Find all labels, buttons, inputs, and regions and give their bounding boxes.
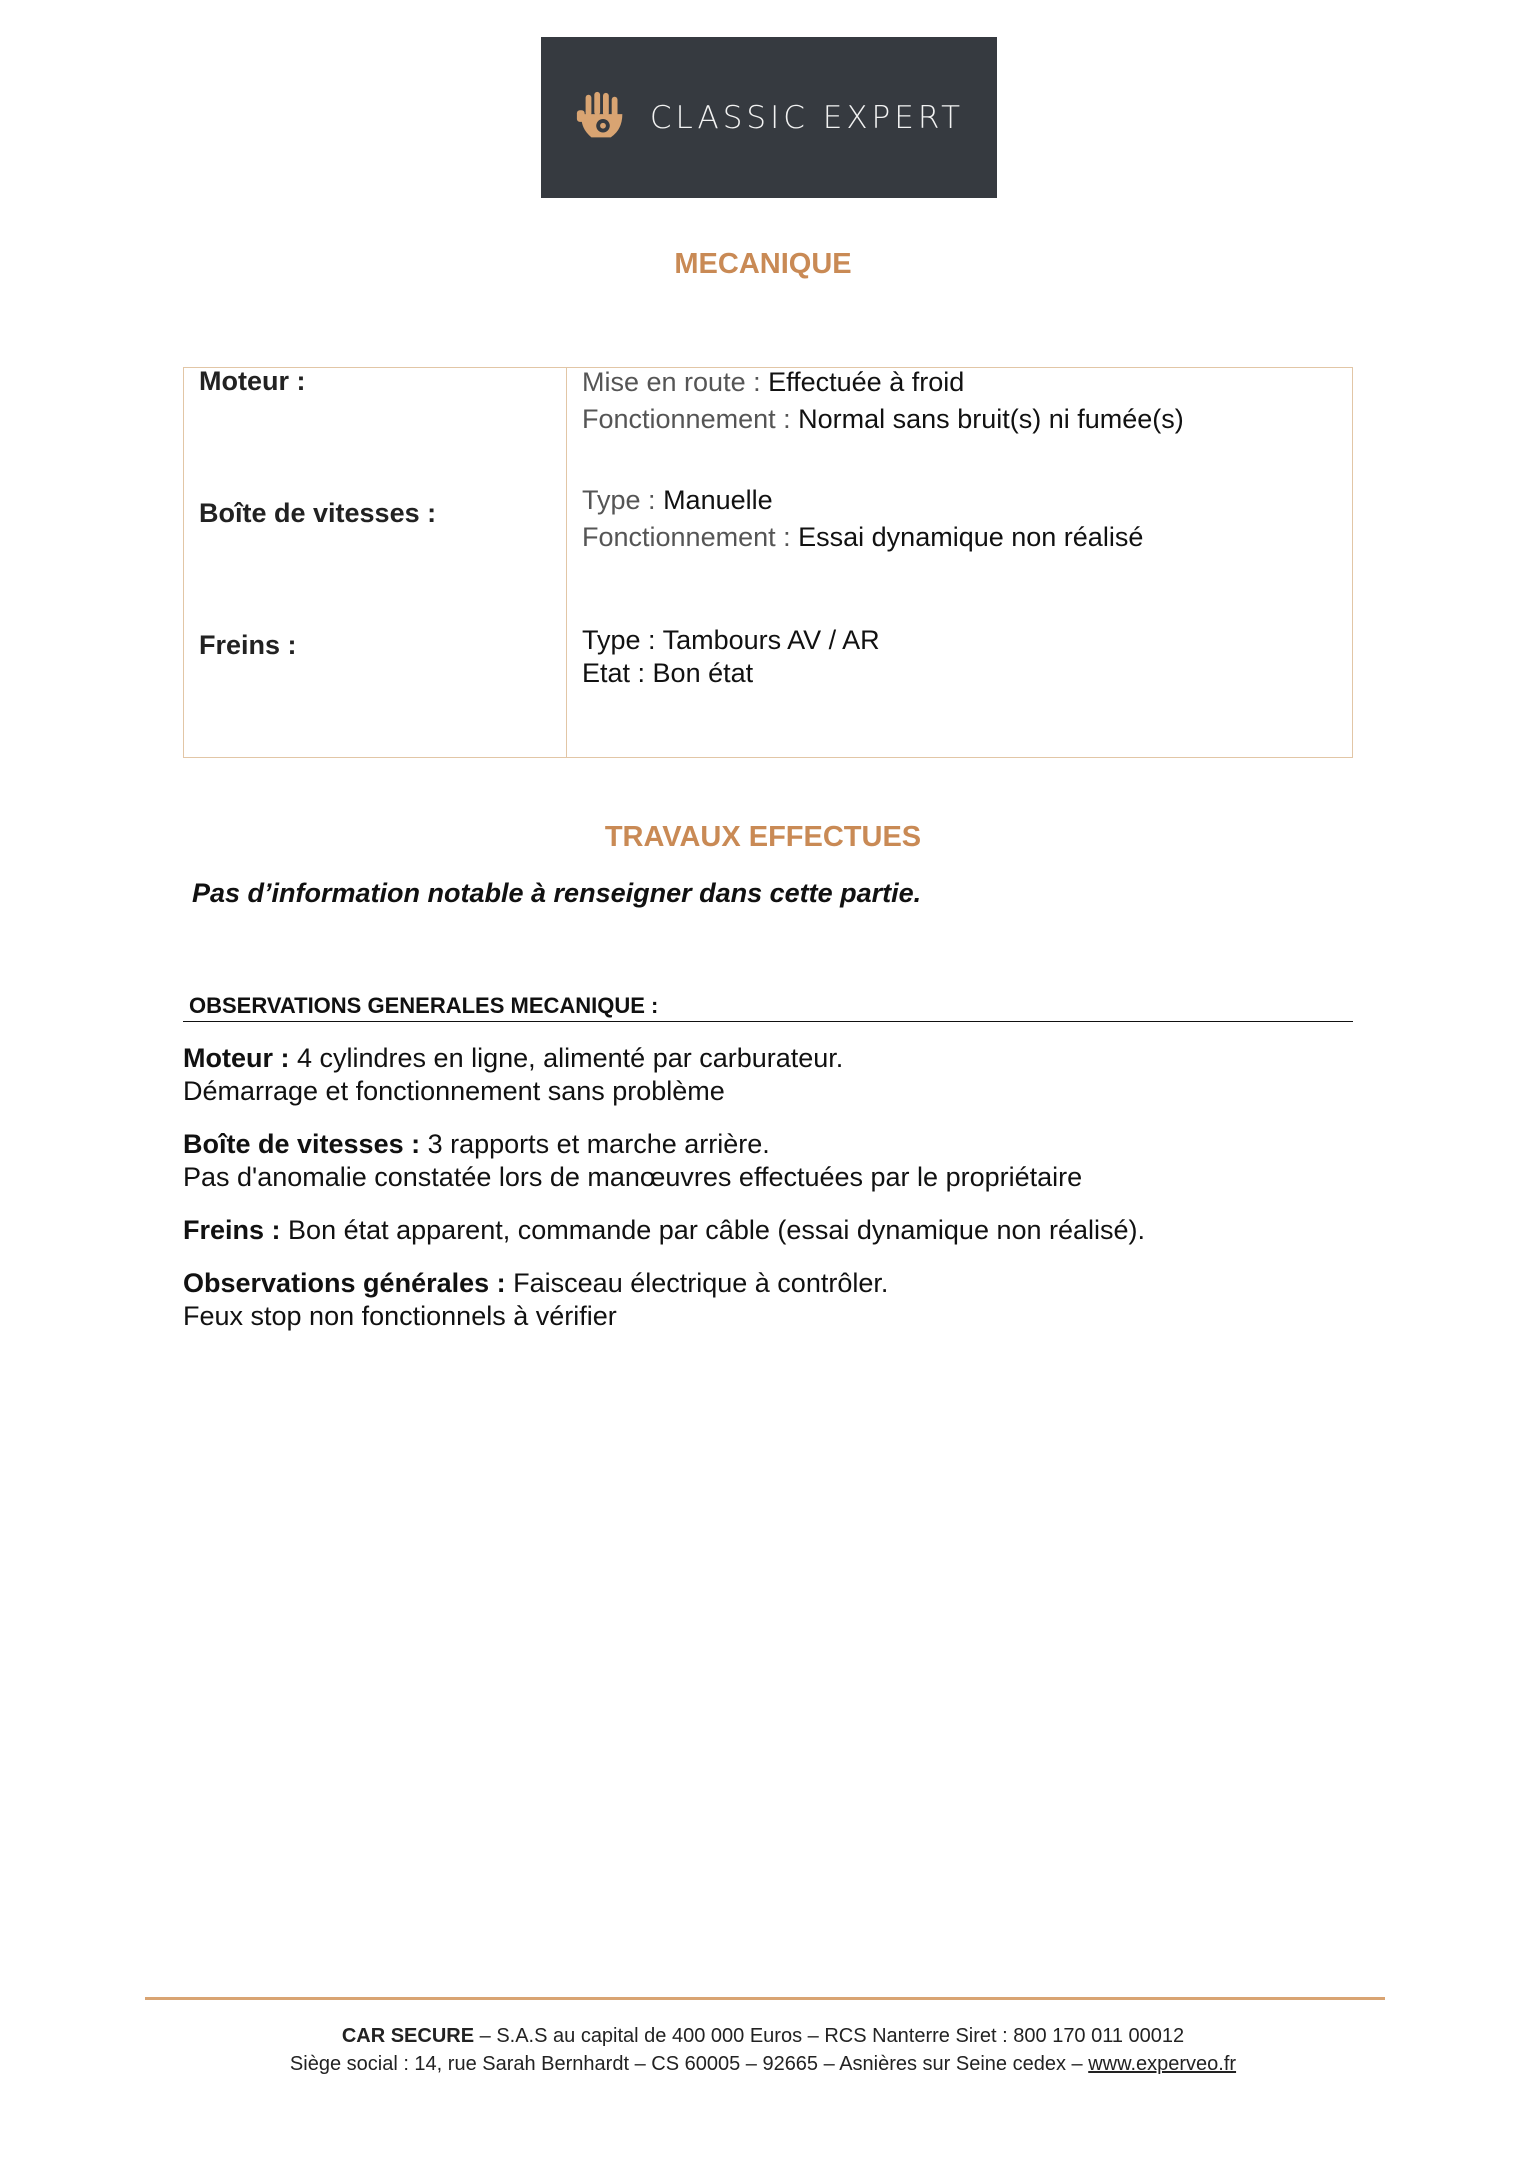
observations-rule — [183, 1021, 1353, 1022]
footer-address: Siège social : 14, rue Sarah Bernhardt – CS 60005 – 92665 – Asnières sur Seine cedex – — [289, 2053, 1083, 2075]
observation-text: 4 cylindres en ligne, alimenté par carburateur. — [297, 1043, 844, 1073]
observation-freins — [183, 1214, 1145, 1247]
value-text: Tambours AV / AR — [662, 625, 880, 655]
value-line — [582, 401, 1184, 438]
observation-text: 3 rapports et marche arrière. — [427, 1129, 770, 1159]
row-values-boite — [582, 482, 1143, 556]
observation-label: Boîte de vitesses : — [183, 1129, 421, 1159]
value-line — [582, 482, 1143, 519]
footer-company: CAR SECURE — [341, 2025, 475, 2047]
value-key: Fonctionnement : — [582, 404, 791, 434]
mecanique-title: MECANIQUE — [674, 248, 852, 280]
value-text: Essai dynamique non réalisé — [798, 522, 1144, 552]
footer-line-2 — [0, 2053, 1526, 2076]
observation-moteur — [183, 1042, 843, 1108]
row-values-moteur — [582, 364, 1184, 438]
observation-text: Démarrage et fonctionnement sans problème — [183, 1076, 725, 1106]
value-text: Bon état — [652, 658, 754, 688]
observation-text: Pas d'anomalie constatée lors de manœuvres effectuées par le propriétaire — [183, 1162, 1083, 1192]
footer-rule — [145, 1997, 1385, 2000]
value-line — [582, 624, 880, 657]
footer-legal: – S.A.S au capital de 400 000 Euros – RCS Nanterre Siret : 800 170 011 00012 — [479, 2025, 1185, 2047]
value-key: Mise en route : — [582, 367, 761, 397]
hand-gear-icon — [574, 89, 632, 147]
mecanique-table — [183, 367, 1353, 758]
value-text: Normal sans bruit(s) ni fumée(s) — [798, 404, 1184, 434]
travaux-title: TRAVAUX EFFECTUES — [604, 821, 922, 853]
logo — [541, 37, 997, 198]
observation-text: Bon état apparent, commande par câble (essai dynamique non réalisé). — [288, 1215, 1146, 1245]
travaux-note: Pas d’information notable à renseigner dans cette partie. — [192, 878, 922, 908]
value-key: Type : — [582, 485, 656, 515]
footer-line-1 — [0, 2025, 1526, 2048]
row-label-boite: Boîte de vitesses : — [199, 498, 437, 528]
value-key: Fonctionnement : — [582, 522, 791, 552]
observation-boite — [183, 1128, 1082, 1194]
value-text: Manuelle — [663, 485, 773, 515]
observation-label: Observations générales : — [183, 1268, 506, 1298]
row-label-moteur: Moteur : — [199, 366, 306, 396]
brand-name: CLASSIC EXPERT — [649, 99, 965, 136]
table-divider — [566, 368, 567, 757]
observation-text: Feux stop non fonctionnels à vérifier — [183, 1301, 617, 1331]
observation-text: Faisceau électrique à contrôler. — [513, 1268, 889, 1298]
observations-title: OBSERVATIONS GENERALES MECANIQUE : — [189, 993, 659, 1018]
row-label-freins: Freins : — [199, 630, 297, 660]
row-values-freins — [582, 624, 880, 690]
observation-generales — [183, 1267, 888, 1333]
value-line — [582, 364, 1184, 401]
footer-website-link[interactable]: www.experveo.fr — [1088, 2053, 1237, 2075]
value-line — [582, 657, 880, 690]
value-text: Effectuée à froid — [768, 367, 965, 397]
observation-label: Freins : — [183, 1215, 281, 1245]
value-key: Etat : — [582, 658, 646, 688]
observation-label: Moteur : — [183, 1043, 290, 1073]
value-key: Type : — [582, 625, 656, 655]
value-line — [582, 519, 1143, 556]
